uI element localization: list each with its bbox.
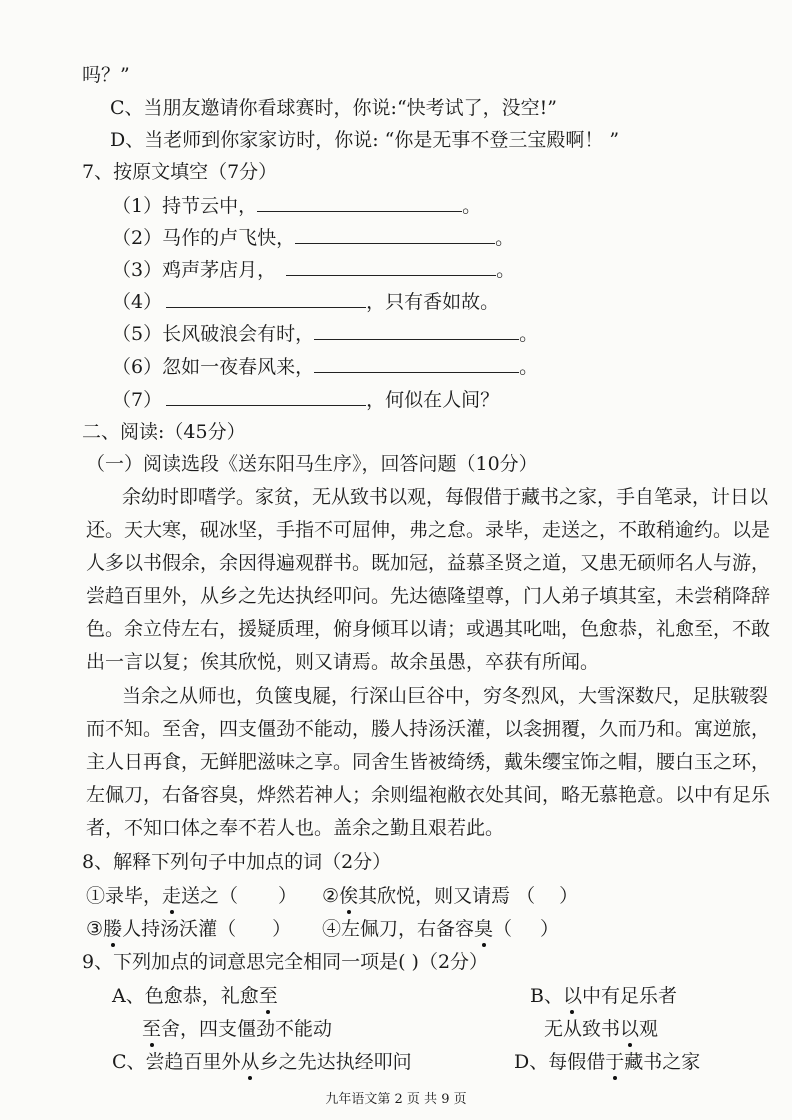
passage-line: 色。余立侍左右，援疑质理，俯身倾耳以请；或遇其叱咄，色愈恭，礼愈至，不敢 (86, 618, 771, 640)
q9-option-d (514, 1050, 700, 1074)
emphasis-dot-word: 至 (142, 1018, 162, 1040)
q7-item-3-suffix: 。 (496, 259, 516, 281)
q8-item-a-text: ①录毕， (86, 885, 163, 907)
q8-item-b-close: ） (559, 885, 579, 907)
emphasis-dot-word: 以 (562, 985, 582, 1007)
section-2-title: 二、阅读:（45分） (82, 421, 246, 443)
q9-option-b-line1 (530, 984, 677, 1008)
passage-line: 还。天大寒，砚冰坚，手指不可屈伸，弗之怠。录毕，走送之，不敢稍逾约。以是 (86, 519, 771, 541)
q8-item-b (322, 884, 578, 908)
answer-blank[interactable] (166, 389, 366, 406)
answer-blank[interactable] (295, 227, 495, 244)
q9-text: 无从致书 (544, 1018, 621, 1040)
q7-item-6-suffix: 。 (519, 356, 539, 378)
q7-item-3 (112, 258, 515, 282)
emphasis-dot-word: 走 (162, 885, 182, 907)
q9-text: C、尝趋百里外 (112, 1051, 241, 1073)
q9-text: A、色愈恭，礼愈 (112, 985, 259, 1007)
q9-text: 舍，四支僵劲不能动 (161, 1018, 333, 1040)
answer-blank[interactable] (257, 195, 462, 212)
passage-line: 当余之从师也，负箧曳屣，行深山巨谷中，穷冬烈风，大雪深数尺，足肤皲裂 (122, 685, 769, 707)
q6-option-c: C、当朋友邀请你看球赛时，你说:“快考试了，没空!” (110, 97, 558, 119)
emphasis-dot-word: 俟 (339, 885, 359, 907)
q7-item-7-suffix: ，何似在人间？ (366, 389, 500, 411)
q9-text: 乡之先达执经叩问 (259, 1051, 412, 1073)
q8-item-c-text: 人持汤沃灌（ (122, 918, 237, 940)
answer-blank[interactable] (286, 259, 496, 276)
q9-option-c (112, 1050, 412, 1074)
emphasis-dot-word: 以 (620, 1018, 640, 1040)
answer-blank[interactable] (314, 323, 519, 340)
q7-item-4-prefix: （4） (112, 291, 163, 313)
emphasis-dot-word: 媵 (103, 918, 123, 940)
q7-item-2-prefix: （2）马作的卢飞快， (112, 227, 296, 249)
q9-option-b-line2 (544, 1017, 658, 1041)
q7-item-6 (112, 355, 538, 379)
passage-line: 而不知。至舍，四支僵劲不能动，媵人持汤沃灌，以衾拥覆，久而乃和。寓逆旅， (86, 718, 771, 740)
emphasis-dot-word: 从 (240, 1051, 260, 1073)
answer-blank[interactable] (166, 291, 366, 308)
page-footer: 九年语文第 2 页 共 9 页 (325, 1092, 467, 1107)
passage-line: 尝趋百里外，从乡之先达执经叩问。先达德隆望尊，门人弟子填其室，未尝稍降辞 (86, 585, 771, 607)
q7-item-6-prefix: （6）忽如一夜春风来， (112, 356, 315, 378)
q7-item-2-suffix: 。 (495, 227, 515, 249)
q8-item-c-close: ） (272, 918, 292, 940)
q7-title: 7、按原文填空（7分） (82, 161, 278, 183)
q8-item-c (86, 917, 291, 941)
q7-item-7 (112, 388, 499, 412)
q7-item-4-suffix: ，只有香如故。 (366, 291, 500, 313)
passage-line: 出一言以复；俟其欣悦，则又请焉。故余虽愚，卒获有所闻。 (86, 651, 600, 673)
q7-item-4 (112, 290, 499, 314)
emphasis-dot-word: 至 (258, 985, 278, 1007)
q8-item-a (86, 884, 297, 908)
emphasis-dot-word: 臭 (474, 918, 494, 940)
q9-option-a-line1 (112, 984, 278, 1008)
q7-item-5 (112, 322, 538, 346)
q8-item-d-text: （ (493, 918, 513, 940)
passage-line: 左佩刀，右备容臭，烨然若神人；余则缊袍敝衣处其间，略无慕艳意。以中有足乐 (86, 784, 771, 806)
q7-item-1-prefix: （1）持节云中， (112, 195, 258, 217)
q7-item-2 (112, 226, 514, 250)
q7-item-5-suffix: 。 (519, 323, 539, 345)
q9-text: 藏书之家 (624, 1051, 701, 1073)
q9-title: 9、下列加点的词意思完全相同一项是( )（2分） (82, 951, 489, 973)
q9-text: D、每假借 (514, 1051, 606, 1073)
q7-item-3-prefix: （3）鸡声茅店月， (112, 259, 277, 281)
q8-item-d-text: ④左佩刀，右备容 (322, 918, 475, 940)
passage-line: 主人日再食，无鲜肥滋味之享。同舍生皆被绮绣，戴朱缨宝饰之帽，腰白玉之环， (86, 751, 771, 773)
q6-option-d: D、当老师到你家家访时，你说: “你是无事不登三宝殿啊！ ” (110, 129, 620, 151)
passage-line: 者，不知口体之奉不若人也。盖余之勤且艰若此。 (86, 817, 505, 839)
q8-item-d-close: ） (540, 918, 560, 940)
emphasis-dot-word: 于 (605, 1051, 625, 1073)
q9-text: 观 (639, 1018, 659, 1040)
q9-option-a-line2 (142, 1017, 332, 1041)
q7-item-1 (112, 194, 481, 218)
q6-line-tail: 吗？” (82, 64, 130, 86)
q8-item-c-text: ③ (86, 918, 104, 940)
q8-item-a-close: ） (278, 885, 298, 907)
q8-title: 8、解释下列句子中加点的词（2分） (82, 851, 392, 873)
passage-line: 余幼时即嗜学。家贫，无从致书以观，每假借于藏书之家，手自笔录，计日以 (122, 486, 769, 508)
answer-blank[interactable] (314, 356, 519, 373)
q9-text: 中有足乐者 (581, 985, 677, 1007)
q9-text: B、 (530, 985, 563, 1007)
q8-item-b-text: 其欣悦，则又请焉 （ (358, 885, 536, 907)
q8-item-b-text: ② (322, 885, 340, 907)
section-2-subtitle: （一）阅读选段《送东阳马生序》，回答问题（10分） (86, 453, 538, 475)
passage-line: 人多以书假余，余因得遍观群书。既加冠，益慕圣贤之道，又患无硕师名人与游， (86, 552, 771, 574)
q8-item-a-text: 送之（ (181, 885, 239, 907)
q7-item-1-suffix: 。 (462, 195, 482, 217)
q8-item-d (322, 917, 559, 941)
q7-item-5-prefix: （5）长风破浪会有时， (112, 323, 315, 345)
q7-item-7-prefix: （7） (112, 389, 163, 411)
